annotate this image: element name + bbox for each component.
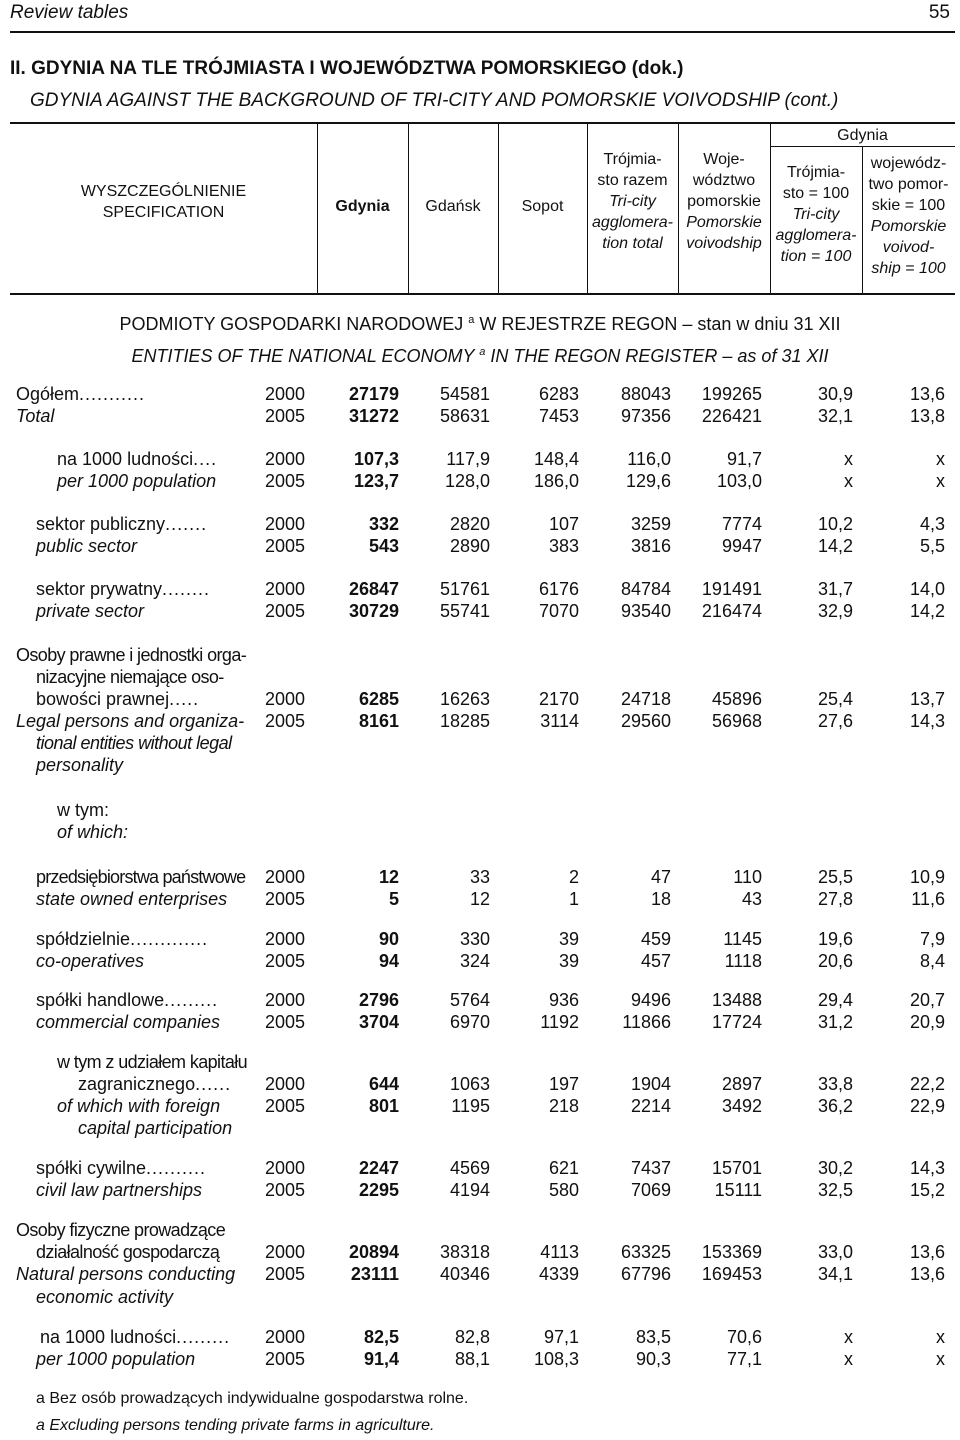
table-row: public sector 2005 543 2890 383 3816 9947 14,2 5,5 <box>36 536 945 556</box>
row-label-line: w tym z udziałem kapitału <box>57 1052 248 1072</box>
table-row: per 1000 population 2005 91,4 88,1 108,3 90,3 77,1 x x <box>36 1349 945 1369</box>
page-number: 55 <box>928 2 950 23</box>
row-label-line: of which: <box>57 822 129 842</box>
col-sopot-header: Sopot <box>521 198 564 215</box>
row-label-line: tional entities without legal <box>36 733 232 753</box>
table-row: działalność gospodarczą 2000 20894 38318 4113 63325 153369 33,0 13,6 <box>36 1242 945 1262</box>
table-row: state owned enterprises 2005 5 12 1 18 43 27,8 11,6 <box>36 889 945 909</box>
col-tricity-header: Trójmia- sto razem Tri-city agglomera- tion total <box>592 151 673 252</box>
row-label-line: w tym: <box>57 800 109 820</box>
row-label-line: Osoby fizyczne prowadzące <box>16 1220 226 1240</box>
footnote-pl: a Bez osób prowadzących indywidualne gospodarstwa rolne. <box>36 1390 469 1407</box>
table-header-bottom-rule <box>10 293 955 295</box>
row-label-line: capital participation <box>78 1118 233 1138</box>
running-header: Review tables <box>10 2 129 23</box>
table-top-rule <box>10 122 955 124</box>
table-row: Total 2005 31272 58631 7453 97356 226421 32,1 13,8 <box>16 406 945 426</box>
table-row: na 1000 ludności.... 2000 107,3 117,9 148,4 116,0 91,7 x x <box>57 449 945 469</box>
table-row: per 1000 population 2005 123,7 128,0 186,0 129,6 103,0 x x <box>57 471 945 491</box>
table-row: bowości prawnej..... 2000 6285 16263 2170 24718 45896 25,4 13,7 <box>36 689 945 709</box>
row-label-line: economic activity <box>36 1287 174 1307</box>
col-voivodship-header: Woje- wództwo pomorskie Pomorskie voivodship <box>686 151 762 252</box>
table-row: sektor prywatny........ 2000 26847 51761 6176 84784 191491 31,7 14,0 <box>36 579 945 599</box>
table-row: zagranicznego...... 2000 644 1063 197 1904 2897 33,8 22,2 <box>78 1074 945 1094</box>
col-gdynia-tricity-index-header: Trójmia- sto = 100 Tri-city agglomera- tion = 100 <box>775 164 857 265</box>
table-row: Legal persons and organiza- 2005 8161 18285 3114 29560 56968 27,6 14,3 <box>16 711 945 731</box>
col-gdynia-header: Gdynia <box>335 198 390 215</box>
title-pl: II. GDYNIA NA TLE TRÓJMIASTA I WOJEWÓDZTWA POMORSKIEGO (dok.) <box>10 58 684 79</box>
row-label-line: personality <box>36 755 124 775</box>
title-en: GDYNIA AGAINST THE BACKGROUND OF TRI-CITY AND POMORSKIE VOIVODSHIP (cont.) <box>30 90 839 111</box>
row-label-line: Osoby prawne i jednostki orga- <box>16 645 247 665</box>
table-row: co-operatives 2005 94 324 39 457 1118 20,6 8,4 <box>36 951 945 971</box>
section-title-en: ENTITIES OF THE NATIONAL ECONOMY $^a$ IN THE REGON REGISTER – as of 31 XII <box>131 346 829 366</box>
section-title-pl: PODMIOTY GOSPODARKI NARODOWEJ $^a$ W REJESTRZE REGON – stan w dniu 31 XII <box>119 314 841 334</box>
table-row: spółdzielnie............. 2000 90 330 39 459 1145 19,6 7,9 <box>36 929 945 949</box>
table-row: spółki handlowe......... 2000 2796 5764 936 9496 13488 29,4 20,7 <box>36 990 945 1010</box>
col-gdynia-group-header: Gdynia <box>837 127 888 144</box>
table-row: na 1000 ludności......... 2000 82,5 82,8 97,1 83,5 70,6 x x <box>40 1327 945 1347</box>
table-row: spółki cywilne.......... 2000 2247 4569 621 7437 15701 30,2 14,3 <box>36 1158 945 1178</box>
footnote-en: a Excluding persons tending private farms in agriculture. <box>36 1417 435 1434</box>
table-row: of which with foreign 2005 801 1195 218 2214 3492 36,2 22,9 <box>57 1096 945 1116</box>
col-spec-header: WYSZCZEGÓLNIENIE SPECIFICATION <box>80 183 247 221</box>
table-row: Ogółem........... 2000 27179 54581 6283 88043 199265 30,9 13,6 <box>16 384 945 404</box>
table-row: private sector 2005 30729 55741 7070 93540 216474 32,9 14,2 <box>36 601 945 621</box>
table-row: commercial companies 2005 3704 6970 1192 11866 17724 31,2 20,9 <box>36 1012 945 1032</box>
col-gdynia-voiv-index-header: wojewódz- two pomor- skie = 100 Pomorskie voivod- ship = 100 <box>868 155 949 277</box>
table-row: sektor publiczny....... 2000 332 2820 107 3259 7774 10,2 4,3 <box>36 514 945 534</box>
row-label-line: nizacyjne niemające oso- <box>36 667 224 687</box>
header-rule <box>10 31 955 33</box>
table-row: civil law partnerships 2005 2295 4194 580 7069 15111 32,5 15,2 <box>36 1180 945 1200</box>
col-gdansk-header: Gdańsk <box>425 198 481 215</box>
table-row: przedsiębiorstwa państwowe 2000 12 33 2 47 110 25,5 10,9 <box>36 867 945 887</box>
table-row: Natural persons conducting 2005 23111 40346 4339 67796 169453 34,1 13,6 <box>16 1264 945 1284</box>
